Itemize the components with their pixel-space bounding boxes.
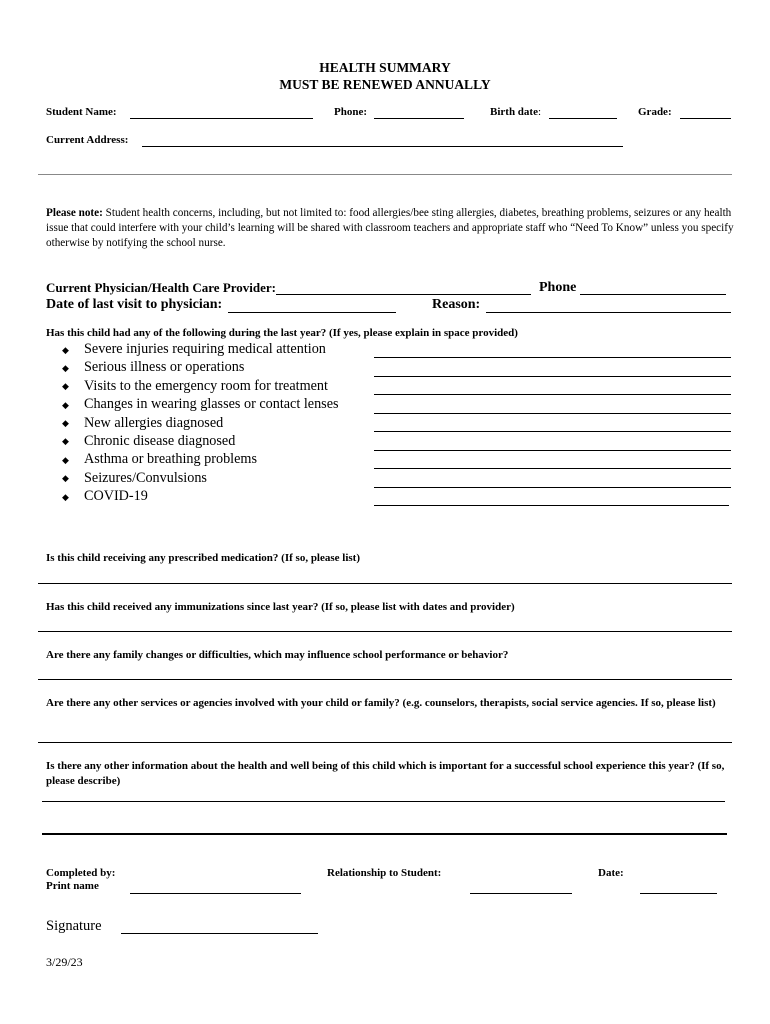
current-address-field[interactable]	[142, 146, 623, 147]
grade-label: Grade:	[638, 106, 672, 118]
diamond-bullet-icon: ◆	[62, 344, 69, 355]
condition-answer-line[interactable]	[374, 487, 731, 488]
condition-item	[62, 450, 339, 468]
phone-field[interactable]	[374, 118, 464, 119]
phone-label: Phone:	[334, 106, 367, 118]
birth-date-colon: :	[537, 106, 542, 118]
relationship-field[interactable]	[470, 893, 572, 894]
conditions-list	[62, 340, 339, 506]
reason-label: Reason:	[432, 297, 481, 312]
birth-date-field[interactable]	[549, 118, 617, 119]
diamond-bullet-icon: ◆	[62, 418, 69, 429]
condition-answer-line[interactable]	[374, 505, 729, 506]
immunization-question: Has this child received any immunizations since last year? (If so, please list with dates and provider)	[46, 601, 515, 613]
please-note-prefix: Please note:	[46, 207, 103, 219]
other-info-answer-line[interactable]	[42, 801, 725, 802]
condition-label: Changes in wearing glasses or contact lenses	[84, 396, 339, 413]
relationship-label: Relationship to Student:	[327, 867, 442, 879]
services-question: Are there any other services or agencies involved with your child or family? (e.g. counselors, therapists, social service agencies. If so, please list)	[46, 697, 716, 709]
condition-answer-line[interactable]	[374, 376, 731, 377]
signature-field[interactable]	[121, 933, 318, 934]
condition-label: Seizures/Convulsions	[84, 469, 207, 486]
diamond-bullet-icon: ◆	[62, 473, 69, 484]
other-info-answer-line-thick[interactable]	[42, 833, 727, 835]
student-name-label: Student Name:	[46, 106, 117, 118]
diamond-bullet-icon: ◆	[62, 454, 69, 465]
condition-label: Chronic disease diagnosed	[84, 432, 236, 449]
current-address-label: Current Address:	[46, 134, 129, 146]
signature-label: Signature	[46, 918, 102, 934]
last-visit-label: Date of last visit to physician:	[46, 297, 223, 312]
conditions-question: Has this child had any of the following during the last year? (If yes, please explain in space provided)	[46, 327, 518, 339]
condition-answer-line[interactable]	[374, 357, 731, 358]
condition-label: Serious illness or operations	[84, 359, 245, 376]
services-answer-line[interactable]	[38, 742, 732, 743]
medication-question: Is this child receiving any prescribed medication? (If so, please list)	[46, 552, 361, 564]
diamond-bullet-icon: ◆	[62, 399, 69, 410]
family-changes-question: Are there any family changes or difficulties, which may influence school performance or behavior?	[46, 649, 509, 661]
condition-item	[62, 432, 339, 450]
date-field[interactable]	[640, 893, 717, 894]
print-name-field[interactable]	[130, 893, 301, 894]
form-subtitle: MUST BE RENEWED ANNUALLY	[279, 77, 491, 92]
family-changes-answer-line[interactable]	[38, 679, 732, 680]
birth-date-label	[490, 106, 541, 118]
form-title: HEALTH SUMMARY	[319, 60, 451, 75]
condition-answer-line[interactable]	[374, 413, 731, 414]
medication-answer-line[interactable]	[38, 583, 732, 584]
form-revision-date: 3/29/23	[46, 955, 83, 969]
diamond-bullet-icon: ◆	[62, 436, 69, 447]
please-note-paragraph	[46, 206, 736, 251]
please-note-text: Student health concerns, including, but not limited to: food allergies/bee sting allergies, diabetes, breathing problems, seizures or any health issue that could interfere with your child’s learning will be shared with classroom teachers and appropriate staff who “Need To Know” unless you specify otherwise by notifying the school nurse.	[46, 207, 734, 249]
condition-label: Severe injuries requiring medical attention	[84, 341, 326, 357]
condition-answer-line[interactable]	[374, 468, 731, 469]
physician-phone-field[interactable]	[580, 294, 726, 295]
condition-item	[62, 358, 339, 376]
condition-answer-line[interactable]	[374, 450, 731, 451]
completed-by-label: Completed by:	[46, 867, 116, 879]
condition-item	[62, 487, 339, 505]
last-visit-field[interactable]	[228, 312, 396, 313]
diamond-bullet-icon: ◆	[62, 362, 69, 373]
diamond-bullet-icon: ◆	[62, 491, 69, 502]
date-label: Date:	[598, 867, 624, 879]
student-name-field[interactable]	[130, 118, 313, 119]
physician-phone-label: Phone	[539, 280, 577, 295]
condition-label: COVID-19	[84, 488, 148, 505]
condition-item	[62, 414, 339, 432]
section-divider	[38, 174, 732, 175]
birth-date-label-text: Birth date	[490, 106, 538, 118]
condition-item	[62, 395, 339, 413]
condition-label: Visits to the emergency room for treatment	[84, 377, 328, 394]
condition-label: New allergies diagnosed	[84, 414, 224, 431]
condition-item	[62, 377, 339, 395]
condition-label: Asthma or breathing problems	[84, 451, 257, 468]
condition-item	[62, 340, 339, 358]
physician-label: Current Physician/Health Care Provider:	[46, 280, 277, 295]
condition-item	[62, 469, 339, 487]
other-info-question: Is there any other information about the health and well being of this child which is important for a successful school experience this year? (If so, please describe)	[46, 760, 725, 787]
diamond-bullet-icon: ◆	[62, 381, 69, 392]
immunization-answer-line[interactable]	[38, 631, 732, 632]
condition-answer-line[interactable]	[374, 394, 731, 395]
reason-field[interactable]	[486, 312, 731, 313]
physician-field[interactable]	[276, 294, 531, 295]
condition-answer-line[interactable]	[374, 431, 731, 432]
print-name-label: Print name	[46, 880, 99, 892]
grade-field[interactable]	[680, 118, 731, 119]
